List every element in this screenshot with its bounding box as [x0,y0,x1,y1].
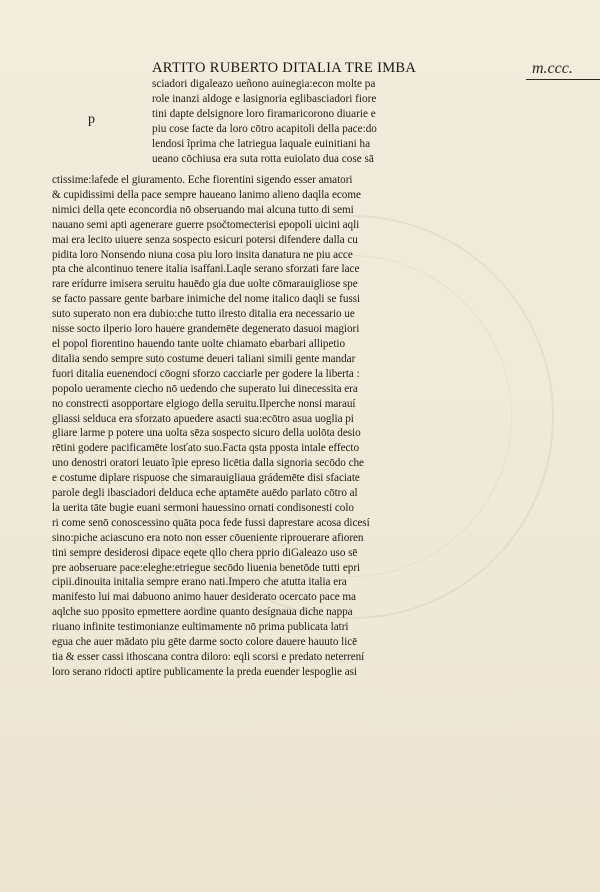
text-line: suto superato non era dubio:che tutto ilresto ditalia era necessario ue [52,308,355,321]
text-line: loro serano ridocti aptire publicamente la preda euender lespoglie asi [52,665,357,678]
text-line: uno denostri oratori leuato ĩpie epreso licētia dalla signoria secōdo che [52,457,364,470]
text-line: rētini godere pacificamēte losťato suo.Facta qsta pposta intale effecto [52,442,360,455]
text-line: tini sempre desiderosi dipace eqete qllo chera pprio diGaleazo uso sē [52,546,358,559]
text-line: ctissime:lafede el giuramento. Eche fiorentini sigendo esser amatori [52,174,353,186]
text-line: nauano semi apti agenerare guerre psočtomecterisi epopoli uicini aqli [52,218,360,231]
indented-text-block [152,77,542,166]
text-line: la uerita tāte bugie euani sermoni hauessino ornati condisonesti colo [52,501,354,514]
text-line: riuano infinite testimonianze eultimamente nō prima publicata latri [52,621,349,634]
guide-letter: p [88,112,95,127]
text-line: rare erídurre imisera seruitu hauēdo gia due uolte cōmarauigliose spe [52,278,358,291]
text-line: tia & esser cassi ithoscana contra diloro: eqli scorsi e predato neterrení [52,651,365,663]
text-line: aqlche suo pposito epmettere aordine quanto desígnaua diche nappa [52,606,353,619]
manuscript-foliation: m.ccc. [532,60,573,77]
text-line: parole degli ibasciadori delduca eche aptamēte auēdo parlato cōtro al [52,487,358,500]
text-line: se facto passare gente barbare inimiche del nome italico daqli se fussi [52,293,361,306]
body-text-block [52,173,542,680]
text-line: nimici della qete econcordia nō obseruando mai alcuna tutto di semi [52,203,354,216]
text-line: gliare larme p potere una uolta sēza sospecto sicuro della uolōta desio [52,427,361,440]
text-line: e costume diplare rispuose che simarauigliaua grádemēte disi sfaciate [52,472,360,485]
text-line: nisse socto ilperio loro hauere grandemēte degenerato dasuoi magiori [52,323,360,336]
text-line: no constrecti asopportare elgiogo della seruitu.Ilperche nonsi marauí [52,397,356,410]
text-line: pidita loro Nonsendo niuna cosa piu loro insita danatura ne piu acce [52,248,353,261]
text-line: popolo ueramente ciecho nō uedendo che superato lui dinecessita era [52,382,358,395]
text-line: egua che auer mādato piu gēte darme socto colore dauere hauuto licē [52,636,358,649]
text-line: sino:piche aciascuno era noto non esser cōueniente riprouerare afioren [52,531,364,544]
text-line: gliassi selduca era sforzato apuedere asacti sua:ecōtro asua uoglia pi [52,412,354,425]
text-line: tini dapte delsignore loro firamaricorono diuarie e [152,107,376,120]
text-line: cipii.dinouita initalia sempre erano nati.Impero che atutta italia era [52,576,347,589]
text-line: el popol fiorentino hauendo tante uolte chiamato ebarbari allipetio [52,337,346,350]
text-line: ri come senō conoscessino quāta poca fede fussi daprestare acosa dicesí [52,516,370,529]
text-line: lendosi ĩprima che latriegua laquale euinitiani ha [152,137,371,150]
chapter-heading: ARTITO RUBERTO DITALIA TRE IMBA [152,60,417,76]
text-line: manifesto lui mai dabuono animo hauer desiderato ocercato pace ma [52,591,356,604]
text-line: & cupidissimi della pace sempre haueano lanimo alieno daqlla ecome [52,188,361,201]
text-line: pta che alcontinuo tenere italia isaffani.Laqle serano sforzati fare lace [52,263,360,276]
text-line: fuori ditalia euenendoci cōogni sforzo cacciarle per godere la liberta : [52,367,360,380]
text-line: role inanzi aldoge e lasignoria eglibasciadori fiore [152,92,377,105]
text-line: sciadori digaleazo ueñono auinegia:econ molte pa [152,78,376,90]
text-line: mai era lecito uiuere senza sospecto esicuri potersi difendere dalla cu [52,233,358,246]
text-line: ueano cōchiusa era suta rotta euiolato dua cose sā [152,152,374,165]
text-line: pre aobseruare pace:eleghe:etriegue secōdo liuenia benetōde tutti epri [52,561,361,574]
text-line: piu cose facte da loro cōtro acapitoli della pace:do [152,122,377,135]
text-line: ditalia sendo sempre suto costume deueri taliani simili gente mandar [52,352,356,365]
